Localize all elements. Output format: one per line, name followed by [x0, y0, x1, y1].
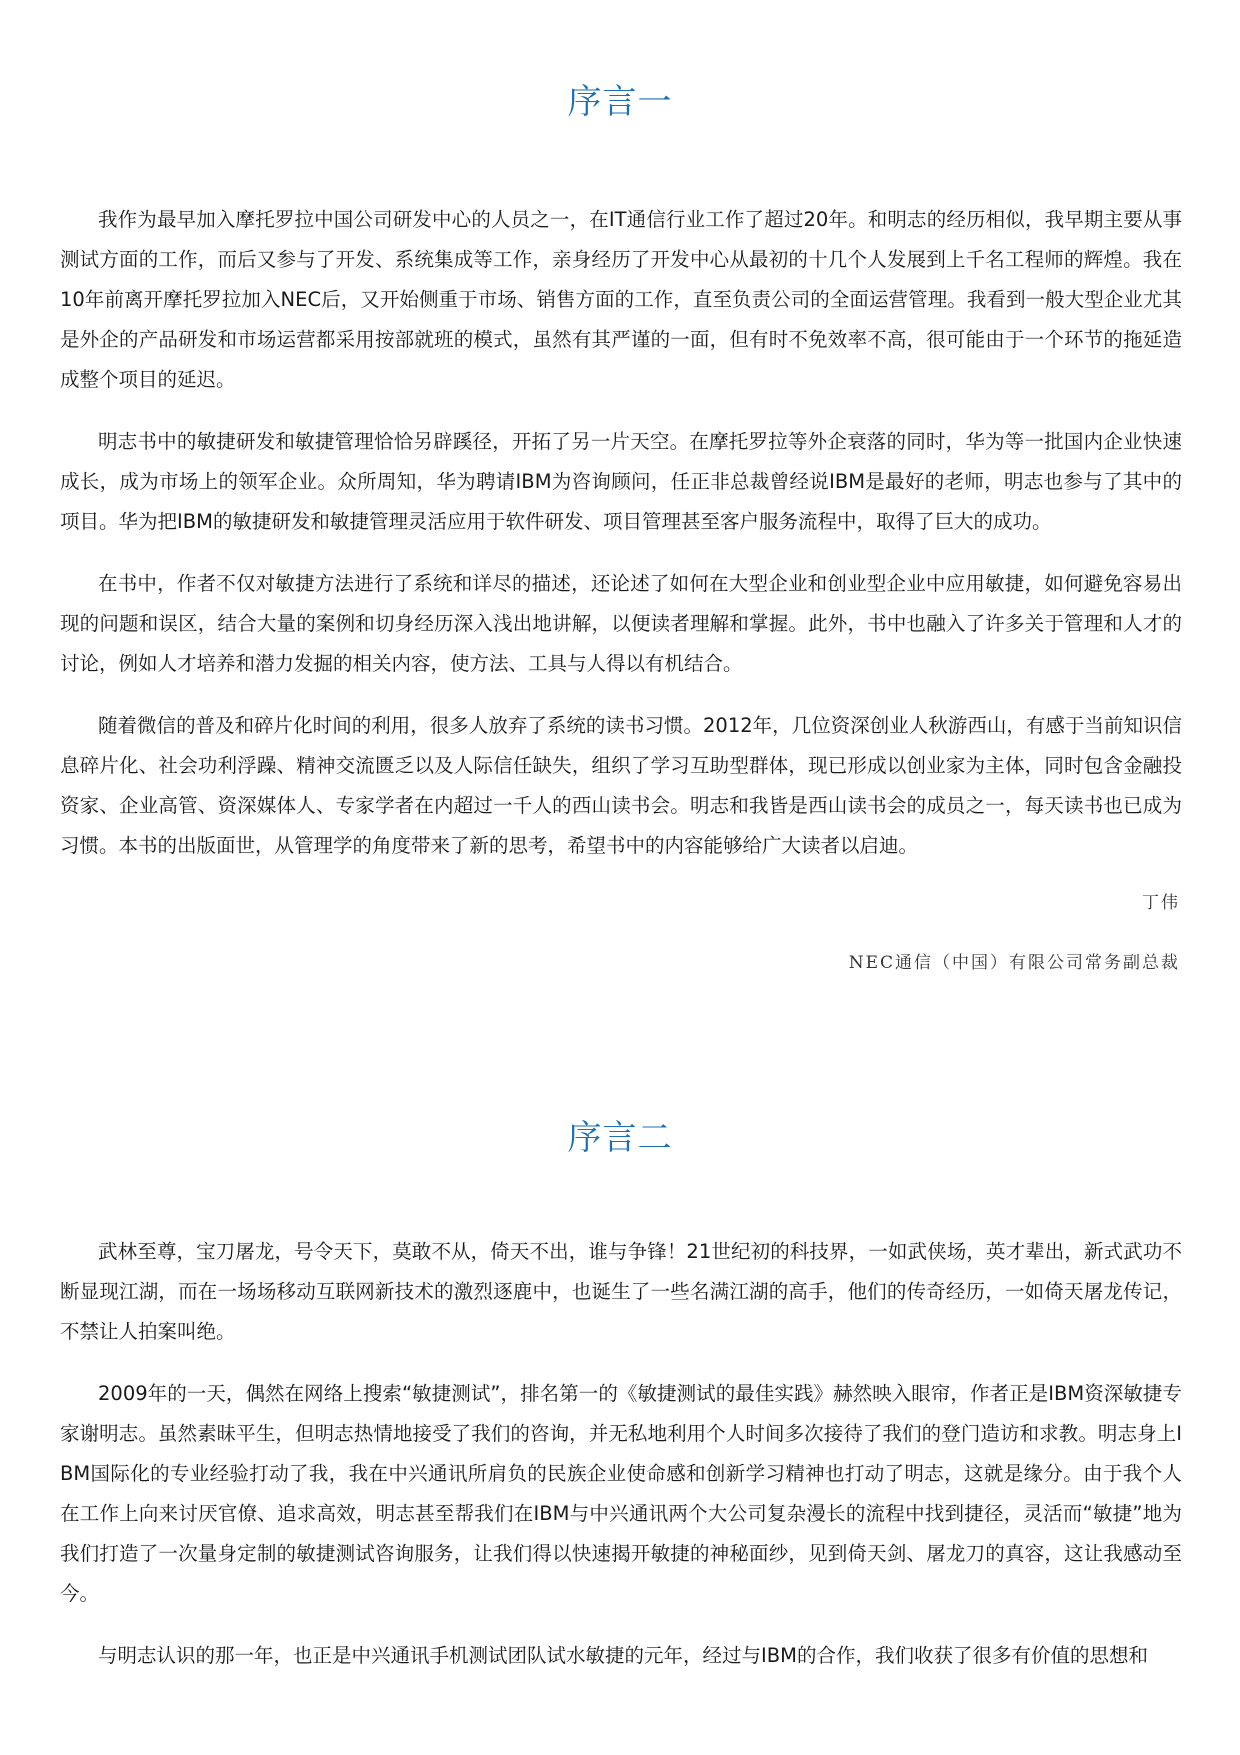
preface-one-body	[60, 200, 1182, 888]
preface-two-body	[60, 1232, 1182, 1698]
preface-one-paragraph: 在书中，作者不仅对敏捷方法进行了系统和详尽的描述，还论述了如何在大型企业和创业型企业中应用敏捷，如何避免容易出现的问题和误区，结合大量的案例和切身经历深入浅出地讲解，以便读者理解和掌握。此外，书中也融入了许多关于管理和人才的讨论，例如人才培养和潜力发掘的相关内容，使方法、工具与人得以有机结合。	[60, 572, 1182, 675]
preface-one-title: 序言一	[567, 82, 673, 122]
preface-one-paragraph: 明志书中的敏捷研发和敏捷管理恰恰另辟蹊径，开拓了另一片天空。在摩托罗拉等外企衰落的同时，华为等一批国内企业快速成长，成为市场上的领军企业。众所周知，华为聘请IBM为咨询顾问，任正非总裁曾经说IBM是最好的老师，明志也参与了其中的项目。华为把IBM的敏捷研发和敏捷管理灵活应用于软件研发、项目管理甚至客户服务流程中，取得了巨大的成功。	[60, 430, 1182, 533]
preface-two-paragraph: 2009年的一天，偶然在网络上搜索“敏捷测试”，排名第一的《敏捷测试的最佳实践》赫然映入眼帘，作者正是IBM资深敏捷专家谢明志。虽然素昧平生，但明志热情地接受了我们的咨询，并无私地利用个人时间多次接待了我们的登门造访和求教。明志身上IBM国际化的专业经验打动了我，我在中兴通讯所肩负的民族企业使命感和创新学习精神也打动了明志，这就是缘分。由于我个人在工作上向来讨厌官僚、追求高效，明志甚至帮我们在IBM与中兴通讯两个大公司复杂漫长的流程中找到捷径，灵活而“敏捷”地为我们打造了一次量身定制的敏捷测试咨询服务，让我们得以快速揭开敏捷的神秘面纱，见到倚天剑、屠龙刀的真容，这让我感动至今。	[60, 1382, 1182, 1605]
preface-one-paragraph: 随着微信的普及和碎片化时间的利用，很多人放弃了系统的读书习惯。2012年，几位资深创业人秋游西山，有感于当前知识信息碎片化、社会功利浮躁、精神交流匮乏以及人际信任缺失，组织了学习互助型群体，现已形成以创业家为主体，同时包含金融投资家、企业高管、资深媒体人、专家学者在内超过一千人的西山读书会。明志和我皆是西山读书会的成员之一，每天读书也已成为习惯。本书的出版面世，从管理学的角度带来了新的思考，希望书中的内容能够给广大读者以启迪。	[60, 714, 1182, 857]
preface-two-paragraph: 武林至尊，宝刀屠龙，号令天下，莫敢不从，倚天不出，谁与争锋！21世纪初的科技界，一如武侠场，英才辈出，新式武功不断显现江湖，而在一场场移动互联网新技术的激烈逐鹿中，也诞生了一些名满江湖的高手，他们的传奇经历，一如倚天屠龙传记，不禁让人拍案叫绝。	[60, 1240, 1182, 1343]
preface-one-paragraph: 我作为最早加入摩托罗拉中国公司研发中心的人员之一，在IT通信行业工作了超过20年。和明志的经历相似，我早期主要从事测试方面的工作，而后又参与了开发、系统集成等工作，亲身经历了开发中心从最初的十几个人发展到上千名工程师的辉煌。我在10年前离开摩托罗拉加入NEC后，又开始侧重于市场、销售方面的工作，直至负责公司的全面运营管理。我看到一般大型企业尤其是外企的产品研发和市场运营都采用按部就班的模式，虽然有其严谨的一面，但有时不免效率不高，很可能由于一个环节的拖延造成整个项目的延迟。	[60, 208, 1182, 391]
preface-two-paragraph: 与明志认识的那一年，也正是中兴通讯手机测试团队试水敏捷的元年，经过与IBM的合作，我们收获了很多有价值的思想和	[98, 1644, 1148, 1667]
signature-name: 丁伟	[1142, 893, 1180, 913]
signature-title: NEC通信（中国）有限公司常务副总裁	[848, 953, 1180, 973]
preface-two-title: 序言二	[567, 1118, 673, 1158]
